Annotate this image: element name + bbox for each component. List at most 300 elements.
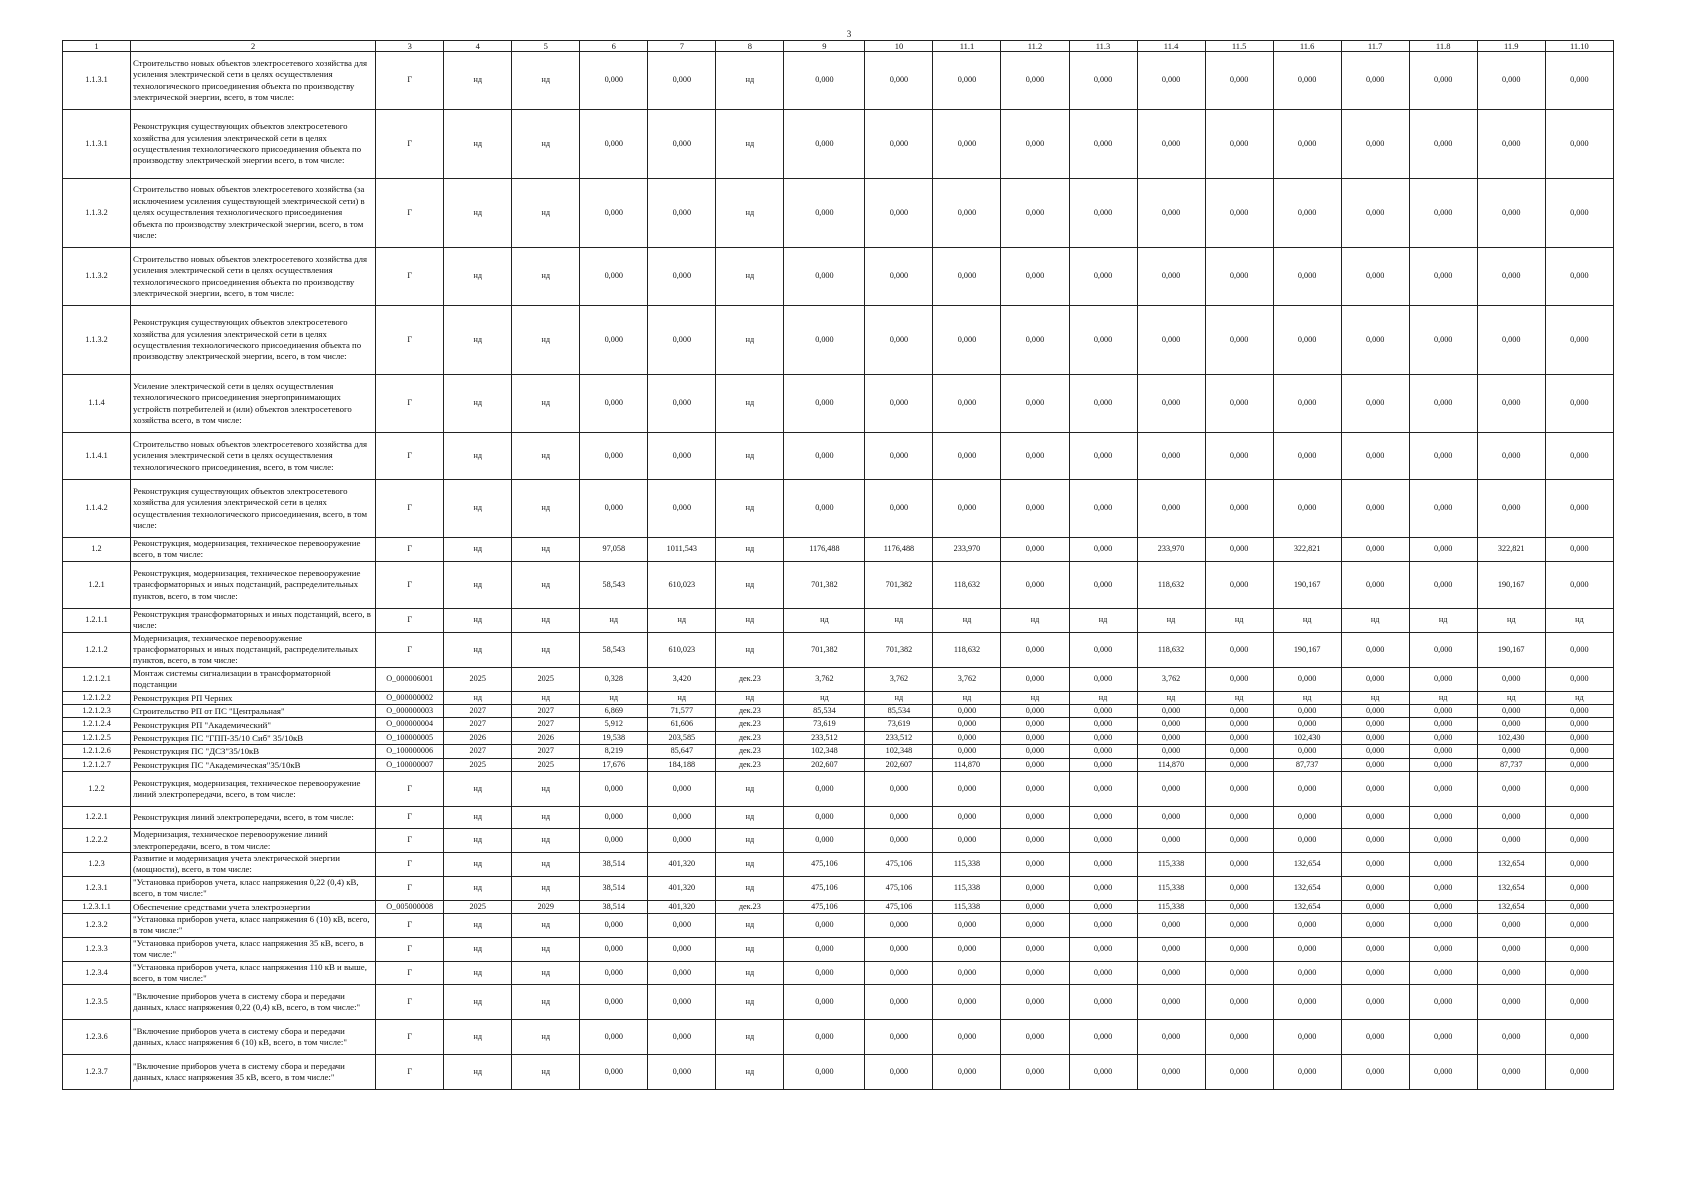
- value-cell: 0,000: [1409, 718, 1477, 731]
- value-cell: 0,000: [1477, 718, 1545, 731]
- value-cell: 0,000: [1477, 306, 1545, 375]
- value-cell: 0,000: [1069, 937, 1137, 961]
- value-cell: 0,000: [1409, 985, 1477, 1020]
- value-cell: дек.23: [716, 718, 784, 731]
- value-cell: 0,000: [1477, 985, 1545, 1020]
- table-row: [63, 807, 1614, 829]
- value-cell: 0,000: [933, 480, 1001, 538]
- value-cell: 0,000: [648, 961, 716, 985]
- value-cell: 0,000: [1341, 179, 1409, 248]
- value-cell: Г: [376, 248, 444, 306]
- row-number-cell: 1.2.1.2.4: [63, 718, 131, 731]
- value-cell: 118,632: [933, 561, 1001, 608]
- value-cell: 0,000: [1205, 52, 1273, 110]
- value-cell: нд: [1341, 608, 1409, 632]
- value-cell: 0,000: [1545, 745, 1613, 758]
- value-cell: 0,000: [1069, 772, 1137, 807]
- row-number-cell: 1.2.1.2.5: [63, 731, 131, 744]
- value-cell: 0,000: [648, 985, 716, 1020]
- value-cell: 0,000: [1477, 705, 1545, 718]
- value-cell: 0,000: [1409, 937, 1477, 961]
- value-cell: 0,000: [1409, 829, 1477, 853]
- value-cell: 0,000: [580, 1055, 648, 1090]
- value-cell: 0,000: [1545, 1020, 1613, 1055]
- value-cell: 0,000: [1273, 306, 1341, 375]
- column-header: 11.5: [1205, 41, 1273, 52]
- value-cell: 0,000: [1477, 913, 1545, 937]
- value-cell: 190,167: [1273, 632, 1341, 667]
- row-number-cell: 1.2.1.2.2: [63, 691, 131, 704]
- value-cell: 0,000: [1341, 731, 1409, 744]
- value-cell: 0,000: [1273, 433, 1341, 480]
- value-cell: 19,538: [580, 731, 648, 744]
- value-cell: 0,000: [1273, 937, 1341, 961]
- value-cell: 401,320: [648, 900, 716, 913]
- row-name-cell: "Включение приборов учета в систему сбора и передачи данных, класс напряжения 6 (10) кВ, всего, в том числе:": [131, 1020, 376, 1055]
- value-cell: 0,000: [933, 807, 1001, 829]
- value-cell: 0,000: [648, 375, 716, 433]
- table-row: [63, 691, 1614, 704]
- value-cell: 0,000: [1409, 561, 1477, 608]
- value-cell: 6,869: [580, 705, 648, 718]
- column-header: 3: [376, 41, 444, 52]
- value-cell: 0,000: [1409, 758, 1477, 771]
- value-cell: 0,000: [1273, 985, 1341, 1020]
- table-row: [63, 561, 1614, 608]
- value-cell: 0,000: [1137, 52, 1205, 110]
- value-cell: дек.23: [716, 731, 784, 744]
- value-cell: нд: [444, 852, 512, 876]
- row-name-cell: Строительство РП от ПС "Центральная": [131, 705, 376, 718]
- value-cell: 118,632: [933, 632, 1001, 667]
- value-cell: 0,000: [1341, 758, 1409, 771]
- value-cell: 3,762: [784, 667, 865, 691]
- value-cell: 0,000: [648, 433, 716, 480]
- value-cell: нд: [444, 632, 512, 667]
- value-cell: 0,000: [1273, 667, 1341, 691]
- column-header: 11.3: [1069, 41, 1137, 52]
- table-row: [63, 731, 1614, 744]
- value-cell: 0,000: [1409, 745, 1477, 758]
- value-cell: 0,000: [1137, 248, 1205, 306]
- value-cell: 3,762: [1137, 667, 1205, 691]
- value-cell: 401,320: [648, 876, 716, 900]
- value-cell: 0,000: [1545, 829, 1613, 853]
- value-cell: нд: [716, 179, 784, 248]
- row-number-cell: 1.2.3.2: [63, 913, 131, 937]
- value-cell: нд: [512, 829, 580, 853]
- value-cell: нд: [444, 538, 512, 562]
- row-number-cell: 1.1.4.2: [63, 480, 131, 538]
- value-cell: нд: [716, 561, 784, 608]
- column-header: 10: [865, 41, 933, 52]
- value-cell: 0,000: [580, 985, 648, 1020]
- value-cell: 0,000: [865, 179, 933, 248]
- value-cell: нд: [444, 52, 512, 110]
- value-cell: 2025: [444, 667, 512, 691]
- value-cell: 0,000: [1001, 718, 1069, 731]
- value-cell: 0,000: [1341, 538, 1409, 562]
- value-cell: 0,000: [865, 829, 933, 853]
- value-cell: 0,000: [1001, 538, 1069, 562]
- value-cell: 0,000: [1205, 632, 1273, 667]
- value-cell: 0,000: [580, 1020, 648, 1055]
- value-cell: 0,000: [1273, 179, 1341, 248]
- value-cell: 0,000: [784, 1020, 865, 1055]
- value-cell: нд: [512, 561, 580, 608]
- table-row: [63, 52, 1614, 110]
- value-cell: 2027: [444, 718, 512, 731]
- value-cell: 0,000: [1545, 985, 1613, 1020]
- value-cell: 0,000: [1205, 961, 1273, 985]
- value-cell: нд: [716, 807, 784, 829]
- value-cell: 0,000: [1341, 375, 1409, 433]
- value-cell: 0,000: [865, 52, 933, 110]
- value-cell: 115,338: [933, 852, 1001, 876]
- value-cell: нд: [1545, 691, 1613, 704]
- value-cell: 114,870: [1137, 758, 1205, 771]
- value-cell: нд: [1069, 608, 1137, 632]
- table-header-row: [63, 41, 1614, 52]
- value-cell: 0,000: [580, 375, 648, 433]
- row-name-cell: Развитие и модернизация учета электрической энергии (мощности), всего, в том числе:: [131, 852, 376, 876]
- value-cell: 0,000: [1273, 807, 1341, 829]
- value-cell: нд: [716, 937, 784, 961]
- value-cell: 73,619: [784, 718, 865, 731]
- value-cell: 0,000: [1001, 433, 1069, 480]
- value-cell: 0,000: [1341, 705, 1409, 718]
- value-cell: 17,676: [580, 758, 648, 771]
- value-cell: 0,000: [1409, 667, 1477, 691]
- value-cell: 0,000: [1409, 179, 1477, 248]
- value-cell: 0,000: [1205, 852, 1273, 876]
- value-cell: 0,000: [1205, 731, 1273, 744]
- value-cell: Г: [376, 961, 444, 985]
- value-cell: 0,000: [1409, 632, 1477, 667]
- value-cell: 0,000: [1341, 110, 1409, 179]
- value-cell: 0,000: [1205, 900, 1273, 913]
- value-cell: 0,000: [1001, 667, 1069, 691]
- row-number-cell: 1.2: [63, 538, 131, 562]
- value-cell: 0,000: [784, 110, 865, 179]
- value-cell: Г: [376, 110, 444, 179]
- value-cell: 132,654: [1273, 876, 1341, 900]
- value-cell: 0,000: [648, 807, 716, 829]
- value-cell: 0,000: [1001, 480, 1069, 538]
- value-cell: нд: [444, 829, 512, 853]
- column-header: 11.7: [1341, 41, 1409, 52]
- value-cell: 0,000: [1545, 538, 1613, 562]
- value-cell: нд: [716, 248, 784, 306]
- value-cell: 0,000: [1477, 745, 1545, 758]
- value-cell: нд: [716, 538, 784, 562]
- value-cell: нд: [865, 608, 933, 632]
- value-cell: 0,000: [1409, 52, 1477, 110]
- value-cell: нд: [512, 772, 580, 807]
- value-cell: 0,000: [1069, 632, 1137, 667]
- value-cell: 475,106: [784, 876, 865, 900]
- value-cell: 0,000: [1273, 52, 1341, 110]
- row-name-cell: Реконструкция ПС "ДСЗ"35/10кВ: [131, 745, 376, 758]
- value-cell: нд: [716, 772, 784, 807]
- table-row: [63, 248, 1614, 306]
- value-cell: 118,632: [1137, 561, 1205, 608]
- value-cell: 0,000: [580, 807, 648, 829]
- value-cell: 0,000: [1137, 718, 1205, 731]
- value-cell: 3,762: [865, 667, 933, 691]
- table-row: [63, 852, 1614, 876]
- value-cell: 233,512: [784, 731, 865, 744]
- value-cell: нд: [1069, 691, 1137, 704]
- table-row: [63, 913, 1614, 937]
- value-cell: дек.23: [716, 900, 784, 913]
- value-cell: нд: [1205, 691, 1273, 704]
- value-cell: 0,000: [1001, 705, 1069, 718]
- value-cell: 0,000: [1341, 829, 1409, 853]
- value-cell: 2027: [512, 705, 580, 718]
- value-cell: 0,000: [1069, 52, 1137, 110]
- value-cell: 0,000: [784, 937, 865, 961]
- value-cell: 0,000: [648, 248, 716, 306]
- value-cell: 0,000: [1545, 705, 1613, 718]
- value-cell: 0,000: [1205, 179, 1273, 248]
- value-cell: 0,000: [1069, 807, 1137, 829]
- value-cell: 0,000: [1341, 480, 1409, 538]
- value-cell: нд: [444, 961, 512, 985]
- value-cell: 0,000: [1545, 52, 1613, 110]
- value-cell: 102,348: [784, 745, 865, 758]
- value-cell: 132,654: [1273, 852, 1341, 876]
- value-cell: нд: [512, 306, 580, 375]
- table-row: [63, 718, 1614, 731]
- value-cell: 0,000: [580, 913, 648, 937]
- value-cell: 322,821: [1273, 538, 1341, 562]
- value-cell: 0,000: [1409, 705, 1477, 718]
- row-name-cell: "Установка приборов учета, класс напряжения 6 (10) кВ, всего, в том числе:": [131, 913, 376, 937]
- value-cell: 0,000: [1205, 538, 1273, 562]
- value-cell: 0,000: [1137, 913, 1205, 937]
- value-cell: 87,737: [1477, 758, 1545, 771]
- value-cell: 0,000: [580, 52, 648, 110]
- value-cell: нд: [1477, 691, 1545, 704]
- row-name-cell: Реконструкция существующих объектов электросетевого хозяйства для усиления электрической сети в целях осуществления технологического присоединения, всего, в том числе:: [131, 480, 376, 538]
- value-cell: 0,000: [1205, 745, 1273, 758]
- value-cell: 0,000: [1001, 937, 1069, 961]
- value-cell: 0,000: [1409, 433, 1477, 480]
- value-cell: 115,338: [1137, 900, 1205, 913]
- row-name-cell: Модернизация, техническое перевооружение трансформаторных и иных подстанций, распределительных пунктов, всего, в том числе:: [131, 632, 376, 667]
- value-cell: 0,000: [1205, 375, 1273, 433]
- value-cell: 0,000: [1205, 807, 1273, 829]
- value-cell: нд: [784, 691, 865, 704]
- value-cell: дек.23: [716, 745, 784, 758]
- table-row: [63, 110, 1614, 179]
- value-cell: 0,000: [1205, 306, 1273, 375]
- value-cell: 0,000: [1273, 1020, 1341, 1055]
- value-cell: 0,000: [1477, 52, 1545, 110]
- value-cell: 0,000: [933, 110, 1001, 179]
- table-row: [63, 1020, 1614, 1055]
- value-cell: 0,000: [1341, 52, 1409, 110]
- value-cell: 38,514: [580, 876, 648, 900]
- value-cell: 0,000: [1545, 561, 1613, 608]
- value-cell: 0,000: [1069, 731, 1137, 744]
- value-cell: 61,606: [648, 718, 716, 731]
- value-cell: 0,000: [1341, 852, 1409, 876]
- value-cell: нд: [716, 608, 784, 632]
- value-cell: 0,000: [1205, 913, 1273, 937]
- value-cell: нд: [1137, 691, 1205, 704]
- table-row: [63, 538, 1614, 562]
- value-cell: нд: [512, 632, 580, 667]
- value-cell: нд: [512, 852, 580, 876]
- value-cell: 0,000: [1409, 772, 1477, 807]
- value-cell: 0,000: [1001, 985, 1069, 1020]
- value-cell: 0,000: [1069, 718, 1137, 731]
- row-number-cell: 1.2.3.5: [63, 985, 131, 1020]
- value-cell: 0,000: [1409, 248, 1477, 306]
- value-cell: 0,000: [1001, 306, 1069, 375]
- value-cell: нд: [933, 608, 1001, 632]
- row-number-cell: 1.2.1.2.3: [63, 705, 131, 718]
- value-cell: нд: [716, 433, 784, 480]
- column-header: 8: [716, 41, 784, 52]
- row-name-cell: Строительство новых объектов электросетевого хозяйства для усиления электрической сети в целях осуществления технологического присоединения объекта по производству электрической энергии, всего, в том числе:: [131, 248, 376, 306]
- row-number-cell: 1.2.3.6: [63, 1020, 131, 1055]
- value-cell: 0,000: [1273, 913, 1341, 937]
- value-cell: 0,000: [1545, 772, 1613, 807]
- value-cell: дек.23: [716, 667, 784, 691]
- value-cell: 0,000: [1477, 1055, 1545, 1090]
- value-cell: 0,000: [580, 480, 648, 538]
- value-cell: 0,000: [1001, 179, 1069, 248]
- value-cell: нд: [512, 480, 580, 538]
- row-name-cell: "Установка приборов учета, класс напряжения 0,22 (0,4) кВ, всего, в том числе:": [131, 876, 376, 900]
- value-cell: 0,000: [1069, 1020, 1137, 1055]
- value-cell: 0,000: [1205, 1020, 1273, 1055]
- value-cell: 475,106: [784, 900, 865, 913]
- value-cell: 0,000: [1137, 961, 1205, 985]
- value-cell: 0,000: [648, 913, 716, 937]
- value-cell: 0,000: [1409, 876, 1477, 900]
- value-cell: 0,000: [1341, 632, 1409, 667]
- table-row: [63, 608, 1614, 632]
- value-cell: О_000000003: [376, 705, 444, 718]
- value-cell: О_100000005: [376, 731, 444, 744]
- value-cell: 701,382: [784, 632, 865, 667]
- row-number-cell: 1.2.1.2.7: [63, 758, 131, 771]
- value-cell: 0,000: [1001, 961, 1069, 985]
- value-cell: 0,000: [1001, 852, 1069, 876]
- value-cell: нд: [512, 985, 580, 1020]
- value-cell: 0,000: [648, 937, 716, 961]
- value-cell: 0,000: [580, 248, 648, 306]
- column-header: 4: [444, 41, 512, 52]
- value-cell: 0,000: [1341, 900, 1409, 913]
- value-cell: 0,000: [933, 306, 1001, 375]
- value-cell: нд: [444, 876, 512, 900]
- value-cell: 0,000: [1069, 480, 1137, 538]
- value-cell: 132,654: [1477, 852, 1545, 876]
- value-cell: 0,000: [1205, 480, 1273, 538]
- value-cell: 3,762: [933, 667, 1001, 691]
- value-cell: 0,000: [648, 480, 716, 538]
- value-cell: нд: [716, 691, 784, 704]
- value-cell: нд: [512, 691, 580, 704]
- table-row: [63, 179, 1614, 248]
- value-cell: 0,000: [1545, 667, 1613, 691]
- value-cell: 0,000: [1205, 937, 1273, 961]
- value-cell: 0,000: [1409, 375, 1477, 433]
- value-cell: Г: [376, 561, 444, 608]
- value-cell: 115,338: [1137, 876, 1205, 900]
- value-cell: 0,000: [1069, 961, 1137, 985]
- value-cell: 0,000: [933, 179, 1001, 248]
- value-cell: нд: [512, 52, 580, 110]
- value-cell: 0,000: [784, 52, 865, 110]
- table-row: [63, 375, 1614, 433]
- row-number-cell: 1.2.2.2: [63, 829, 131, 853]
- value-cell: нд: [444, 179, 512, 248]
- value-cell: 2026: [512, 731, 580, 744]
- value-cell: 58,543: [580, 632, 648, 667]
- value-cell: 0,000: [1409, 480, 1477, 538]
- table-row: [63, 876, 1614, 900]
- value-cell: нд: [444, 375, 512, 433]
- value-cell: 0,000: [1545, 758, 1613, 771]
- value-cell: 0,000: [1477, 480, 1545, 538]
- value-cell: нд: [716, 110, 784, 179]
- value-cell: 0,000: [1137, 179, 1205, 248]
- value-cell: дек.23: [716, 705, 784, 718]
- value-cell: 0,000: [1273, 480, 1341, 538]
- value-cell: 610,023: [648, 561, 716, 608]
- value-cell: 2025: [444, 900, 512, 913]
- value-cell: 0,000: [865, 248, 933, 306]
- value-cell: 1176,488: [865, 538, 933, 562]
- value-cell: 0,000: [1341, 807, 1409, 829]
- row-number-cell: 1.1.3.2: [63, 306, 131, 375]
- value-cell: 0,000: [1477, 375, 1545, 433]
- value-cell: 8,219: [580, 745, 648, 758]
- value-cell: 233,512: [865, 731, 933, 744]
- value-cell: 0,000: [1001, 745, 1069, 758]
- value-cell: 2025: [512, 667, 580, 691]
- value-cell: 115,338: [933, 876, 1001, 900]
- value-cell: О_100000006: [376, 745, 444, 758]
- value-cell: 0,000: [1341, 961, 1409, 985]
- value-cell: 0,000: [1545, 632, 1613, 667]
- row-name-cell: Реконструкция ПС "Академическая"35/10кВ: [131, 758, 376, 771]
- table-row: [63, 900, 1614, 913]
- value-cell: 132,654: [1477, 876, 1545, 900]
- value-cell: 0,000: [1545, 937, 1613, 961]
- value-cell: 0,000: [933, 248, 1001, 306]
- column-header: 11.10: [1545, 41, 1613, 52]
- value-cell: 87,737: [1273, 758, 1341, 771]
- value-cell: 0,000: [1545, 900, 1613, 913]
- value-cell: нд: [444, 480, 512, 538]
- value-cell: 0,000: [933, 52, 1001, 110]
- value-cell: 0,000: [648, 52, 716, 110]
- value-cell: 0,000: [933, 772, 1001, 807]
- value-cell: 0,000: [1477, 667, 1545, 691]
- value-cell: 0,000: [784, 985, 865, 1020]
- value-cell: Г: [376, 375, 444, 433]
- value-cell: 0,000: [1137, 807, 1205, 829]
- column-header: 11.8: [1409, 41, 1477, 52]
- value-cell: 0,000: [933, 913, 1001, 937]
